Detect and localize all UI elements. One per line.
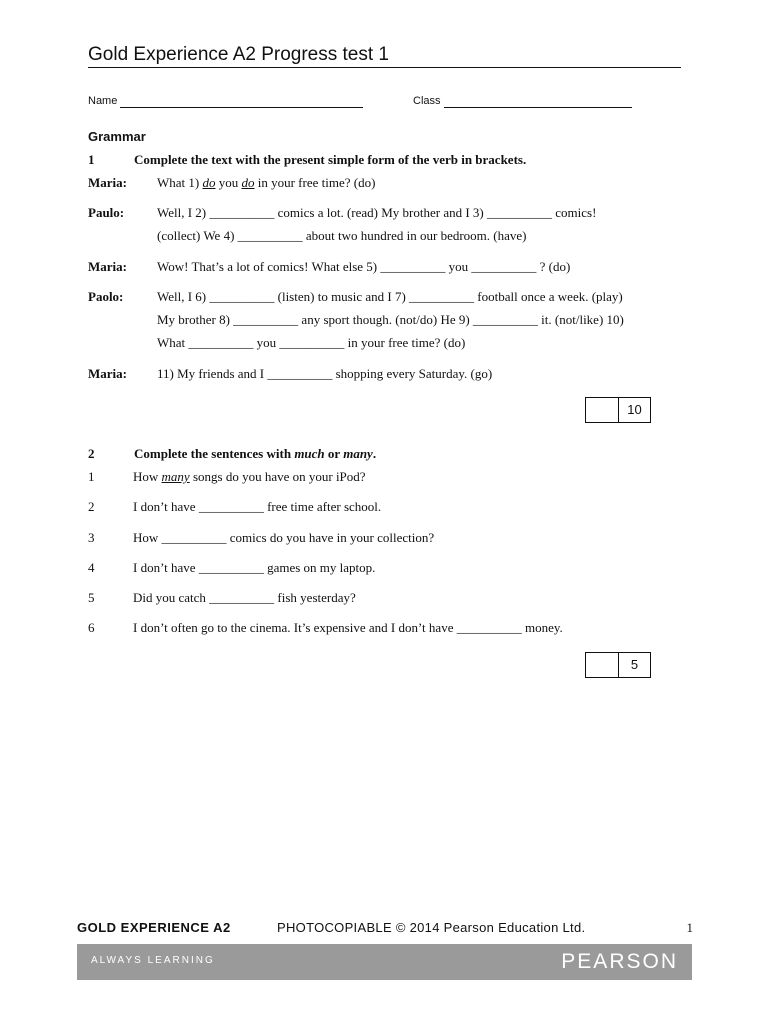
dialogue-text: My brother 8) __________ any sport though. (not/do) He 9) __________ it. (not/like) 10) bbox=[157, 312, 624, 327]
class-label: Class bbox=[413, 95, 441, 107]
exercise1-instruction: Complete the text with the present simple form of the verb in brackets. bbox=[134, 152, 527, 167]
item-number: 6 bbox=[88, 620, 95, 635]
dialogue-text: Wow! That’s a lot of comics! What else 5) __________ you __________ ? (do) bbox=[157, 259, 571, 274]
score-box bbox=[585, 652, 651, 678]
class-input-line[interactable] bbox=[444, 96, 632, 108]
section-heading: Grammar bbox=[88, 129, 146, 144]
footer-copyright: PHOTOCOPIABLE © 2014 Pearson Education Ltd. bbox=[277, 920, 586, 935]
dialogue-text: Well, I 2) __________ comics a lot. (read) My brother and I 3) __________ comics! bbox=[157, 205, 597, 220]
name-label: Name bbox=[88, 95, 118, 107]
dialogue-text: Well, I 6) __________ (listen) to music and I 7) __________ football once a week. (play) bbox=[157, 289, 623, 304]
speaker-label: Maria: bbox=[88, 259, 127, 274]
class-field bbox=[413, 94, 632, 108]
score-total: 5 bbox=[630, 657, 639, 672]
dialogue-text: (collect) We 4) __________ about two hundred in our bedroom. (have) bbox=[157, 228, 527, 243]
item-number: 5 bbox=[88, 590, 95, 605]
page-number: 1 bbox=[686, 920, 693, 935]
footer-tagline: ALWAYS LEARNING bbox=[91, 955, 215, 966]
item-text: How __________ comics do you have in your collection? bbox=[133, 530, 435, 545]
item-number: 1 bbox=[88, 469, 95, 484]
item-number: 2 bbox=[88, 499, 95, 514]
name-input-line[interactable] bbox=[120, 96, 363, 108]
speaker-label: Maria: bbox=[88, 175, 127, 190]
example-answer: many bbox=[161, 469, 190, 484]
exercise2-number: 2 bbox=[88, 446, 95, 461]
example-answer: do bbox=[241, 175, 255, 190]
name-field bbox=[88, 94, 363, 108]
score-total: 10 bbox=[627, 402, 642, 417]
score-input[interactable] bbox=[586, 398, 619, 422]
item-number: 4 bbox=[88, 560, 95, 575]
item-text: I don’t have __________ free time after school. bbox=[133, 499, 382, 514]
footer bbox=[77, 920, 693, 938]
item-text: How many songs do you have on your iPod? bbox=[133, 469, 366, 484]
speaker-label: Paolo: bbox=[88, 289, 124, 304]
item-number: 3 bbox=[88, 530, 95, 545]
footer-bar bbox=[77, 944, 692, 980]
exercise1-number: 1 bbox=[88, 152, 95, 167]
exercise2-instruction: Complete the sentences with much or many. bbox=[134, 446, 377, 461]
score-input[interactable] bbox=[586, 653, 619, 677]
publisher-logo: PEARSON bbox=[561, 950, 678, 973]
item-text: Did you catch __________ fish yesterday? bbox=[133, 590, 356, 605]
dialogue-text: What 1) do you do in your free time? (do) bbox=[157, 175, 376, 190]
dialogue-text: What __________ you __________ in your free time? (do) bbox=[157, 335, 466, 350]
page-title: Gold Experience A2 Progress test 1 bbox=[88, 44, 681, 68]
speaker-label: Paulo: bbox=[88, 205, 125, 220]
item-text: I don’t often go to the cinema. It’s expensive and I don’t have __________ money. bbox=[133, 620, 563, 635]
footer-brand: GOLD EXPERIENCE A2 bbox=[77, 920, 231, 935]
score-box bbox=[585, 397, 651, 423]
speaker-label: Maria: bbox=[88, 366, 127, 381]
dialogue-text: 11) My friends and I __________ shopping every Saturday. (go) bbox=[157, 366, 493, 381]
example-answer: do bbox=[202, 175, 216, 190]
item-text: I don’t have __________ games on my laptop. bbox=[133, 560, 376, 575]
